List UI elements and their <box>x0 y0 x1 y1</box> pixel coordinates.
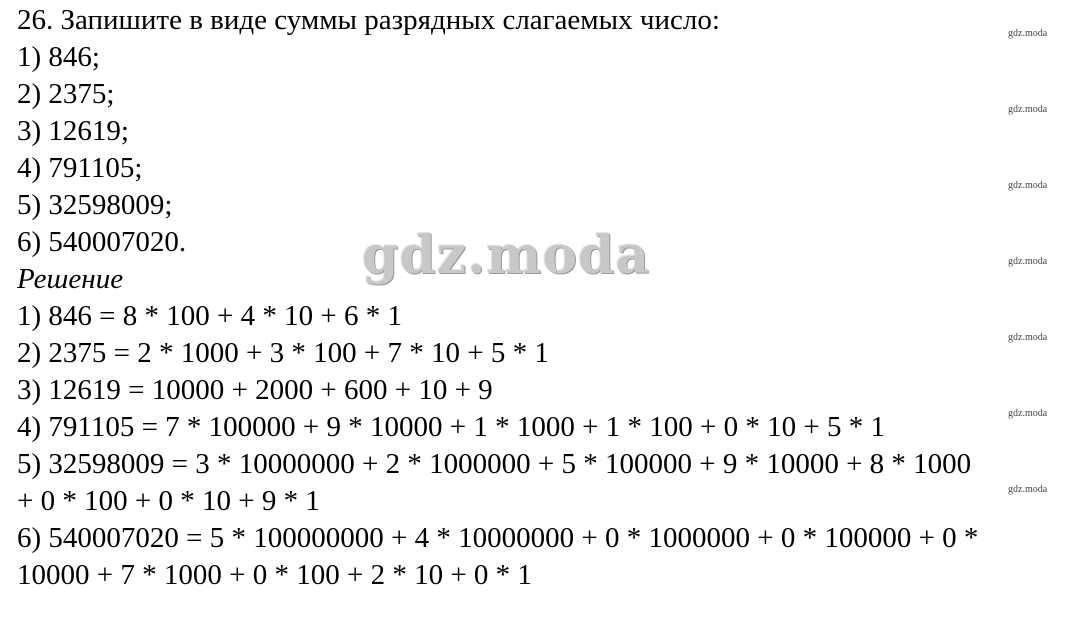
solution-line: + 0 * 100 + 0 * 10 + 9 * 1 <box>17 485 320 517</box>
task-title: 26. Запишите в виде суммы разрядных слагаемых число: <box>17 4 720 36</box>
solution-line: 1) 846 = 8 * 100 + 4 * 10 + 6 * 1 <box>17 300 402 332</box>
watermark-small: gdz.moda <box>1008 332 1048 343</box>
solution-line: 10000 + 7 * 1000 + 0 * 100 + 2 * 10 + 0 * 1 <box>17 559 532 591</box>
document-text <box>17 2 1082 594</box>
task-item: 6) 540007020. <box>17 226 187 258</box>
watermark-small: gdz.moda <box>1008 180 1048 191</box>
watermark-small: gdz.moda <box>1008 28 1048 39</box>
solution-line: 5) 32598009 = 3 * 10000000 + 2 * 1000000 + 5 * 100000 + 9 * 10000 + 8 * 1000 <box>17 448 972 480</box>
watermark-small: gdz.moda <box>1008 256 1048 267</box>
watermark-small: gdz.moda <box>1008 104 1048 115</box>
solution-line: 2) 2375 = 2 * 1000 + 3 * 100 + 7 * 10 + 5 * 1 <box>17 337 549 369</box>
solution-heading: Решение <box>17 263 124 295</box>
task-item: 1) 846; <box>17 41 100 73</box>
watermark-large: gdz.moda <box>362 225 651 286</box>
task-item: 4) 791105; <box>17 152 143 184</box>
solution-line: 4) 791105 = 7 * 100000 + 9 * 10000 + 1 * 1000 + 1 * 100 + 0 * 10 + 5 * 1 <box>17 411 885 443</box>
watermark-small: gdz.moda <box>1008 484 1048 495</box>
task-item: 3) 12619; <box>17 115 129 147</box>
solution-line: 6) 540007020 = 5 * 100000000 + 4 * 10000000 + 0 * 1000000 + 0 * 100000 + 0 * <box>17 522 979 554</box>
task-item: 5) 32598009; <box>17 189 173 221</box>
watermark-small: gdz.moda <box>1008 408 1048 419</box>
task-item: 2) 2375; <box>17 78 115 110</box>
solution-line: 3) 12619 = 10000 + 2000 + 600 + 10 + 9 <box>17 374 493 406</box>
